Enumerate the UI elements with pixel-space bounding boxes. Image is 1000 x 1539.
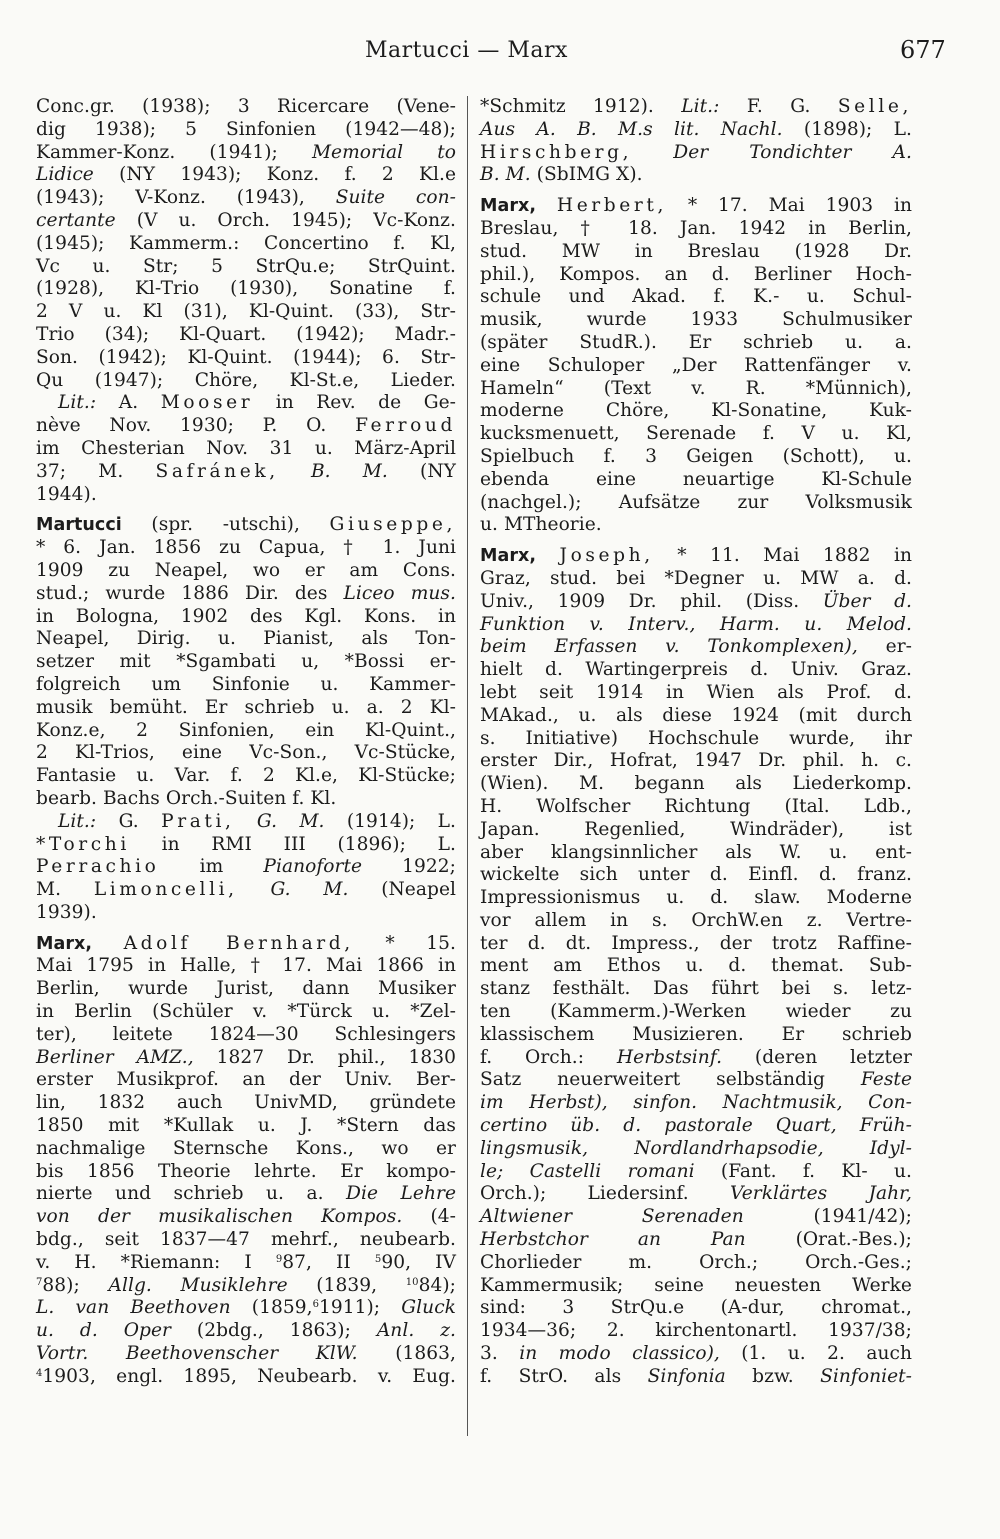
text-line: M. Limoncelli, G. M. (Neapel	[36, 879, 457, 901]
text-line: Qu (1947); Chöre, Kl-St.e, Lieder.	[36, 369, 456, 391]
text-line: musik bemüht. Er schrieb u. a. 2 Kl-	[36, 696, 456, 718]
text-line: Orch.); Liedersinf. Verklärtes Jahr,	[480, 1183, 912, 1205]
text-line: 1944).	[36, 483, 97, 505]
text-line: Lit.: G. Prati, G. M. (1914); L.	[58, 810, 457, 832]
text-line: Univ., 1909 Dr. phil. (Diss. Über d.	[480, 590, 912, 612]
text-line: kucksmenuett, Serenade f. V u. Kl,	[480, 423, 912, 445]
text-line: (1943); V-Konz. (1943), Suite con-	[36, 187, 456, 209]
text-line: Aus A. B. M.s lit. Nachl. (1898); L.	[480, 118, 912, 140]
text-line: * 6. Jan. 1856 zu Capua, † 1. Juni	[36, 537, 456, 559]
text-line: Altwiener Serenaden (1941/42);	[480, 1206, 912, 1228]
text-line: Vortr. Beethovenscher KlW. (1863,	[36, 1343, 456, 1365]
text-line: musik, wurde 1933 Schulmusiker	[480, 309, 912, 331]
text-line: (Wien). M. begann als Liederkomp.	[480, 773, 912, 795]
text-line: in Bologna, 1902 des Kgl. Kons. in	[36, 605, 456, 627]
text-line: (1928), Kl-Trio (1930), Sonatine f.	[36, 278, 456, 300]
text-line: Fantasie u. Var. f. 2 Kl.e, Kl-Stücke;	[36, 765, 456, 787]
text-line: u. d. Oper (2bdg., 1863); Anl. z.	[36, 1320, 457, 1342]
text-line: Satz neuerweitert selbständig Feste	[480, 1069, 912, 1091]
text-line: Perrachio im Pianoforte 1922;	[36, 856, 456, 878]
left-column	[36, 96, 456, 1389]
text-line: certino üb. d. pastorale Quart, Früh-	[480, 1115, 912, 1137]
text-line: Trio (34); Kl-Quart. (1942); Madr.-	[36, 323, 456, 345]
text-line: B. M. (SbIMG X).	[480, 164, 643, 186]
text-line: erster Dir., Hofrat, 1947 Dr. phil. h. c.	[480, 750, 912, 772]
text-line: ment am Ethos u. d. themat. Sub-	[480, 955, 912, 977]
text-line: $^4$1903, engl. 1895, Neubearb. v. Eug.	[36, 1365, 456, 1387]
text-line: im Herbst), sinfon. Nachtmusik, Con-	[480, 1092, 912, 1114]
text-line: Berliner AMZ., 1827 Dr. phil., 1830	[36, 1046, 456, 1068]
text-line: Impressionismus u. d. slaw. Moderne	[480, 887, 912, 909]
headword: Marx,	[480, 546, 537, 567]
text-line: bdg., seit 1837—47 mehrf., neubearb.	[36, 1229, 456, 1251]
text-line: le; Castelli romani (Fant. f. Kl- u.	[480, 1160, 912, 1182]
text-line: Funktion v. Interv., Harm. u. Melod.	[480, 613, 912, 635]
headword: Martucci	[36, 515, 122, 536]
text-line: f. StrO. als Sinfonia bzw. Sinfoniet-	[480, 1365, 912, 1387]
text-line: stanz festhält. Das führt bei s. letz-	[480, 978, 912, 1000]
text-line: Kammermusik; seine neuesten Werke	[480, 1274, 912, 1296]
text-line: 2 Kl-Trios, eine Vc-Son., Vc-Stücke,	[36, 742, 456, 764]
text-line: u. MTheorie.	[480, 514, 602, 536]
text-line: erster Musikprof. an der Univ. Ber-	[36, 1069, 456, 1091]
text-line: s. Initiative) Hochschule wurde, ihr	[480, 727, 912, 749]
text-line: Conc.gr. (1938); 3 Ricercare (Vene-	[36, 96, 456, 117]
text-line: 1909 zu Neapel, wo er am Cons.	[36, 559, 456, 581]
text-line: stud. MW in Breslau (1928 Dr.	[480, 240, 912, 262]
text-line: Berlin, wurde Jurist, dann Musiker	[36, 978, 456, 1000]
text-line: *Torchi in RMI III (1896); L.	[36, 833, 456, 855]
text-line: 1850 mit *Kullak u. J. *Stern das	[36, 1115, 456, 1137]
text-line: Herbstchor an Pan (Orat.-Bes.);	[480, 1229, 912, 1251]
text-line: eine Schuloper „Der Rattenfänger v.	[480, 354, 912, 376]
text-line: hielt d. Wartingerpreis d. Univ. Graz.	[480, 659, 912, 681]
text-line: $^7$88); Allg. Musiklehre (1839, $^{10}$84);	[36, 1274, 456, 1296]
text-line: (später StudR.). Er schrieb u. a.	[480, 331, 912, 353]
text-line: certante (V u. Orch. 1945); Vc-Konz.	[36, 209, 456, 231]
entry-marx-adolf: Marx, Adolf Bernhard, * 15.	[36, 932, 457, 954]
text-line: im Chesterian Nov. 31 u. März-April	[36, 437, 456, 459]
right-column	[480, 96, 912, 1389]
text-line: nève Nov. 1930; P. O. Ferroud	[36, 415, 456, 437]
text-line: Lidice (NY 1943); Konz. f. 2 Kl.e	[36, 164, 456, 186]
text-line: 1934—36; 2. kirchentonartl. 1937/38;	[480, 1320, 912, 1342]
text-line: 3. in modo classico), (1. u. 2. auch	[480, 1343, 912, 1365]
column-divider	[467, 96, 468, 1436]
text-line: Hirschberg, Der Tondichter A.	[480, 141, 912, 163]
text-line: Neapel, Dirig. u. Pianist, als Ton-	[36, 628, 456, 650]
page-number: 677	[900, 36, 946, 64]
text-line: von der musikalischen Kompos. (4-	[36, 1206, 456, 1228]
text-line: nierte und schrieb u. a. Die Lehre	[36, 1183, 456, 1205]
text-line: Vc u. Str; 5 StrQu.e; StrQuint.	[36, 255, 456, 277]
text-line: v. H. *Riemann: I $^9$87, II $^5$90, IV	[36, 1251, 456, 1273]
text-line: Hameln“ (Text v. R. *Münnich),	[480, 377, 912, 399]
text-line: lebt seit 1914 in Wien als Prof. d.	[480, 681, 912, 703]
text-line: sind: 3 StrQu.e (A-dur, chromat.,	[480, 1297, 912, 1319]
text-line: L. van Beethoven (1859,$^6$1911); Gluck	[36, 1297, 456, 1319]
text-line: ebenda eine neuartige Kl-Schule	[480, 468, 912, 490]
text-line: lin, 1832 auch UnivMD, gründete	[36, 1092, 456, 1114]
entry-marx-joseph: Marx, Joseph, * 11. Mai 1882 in	[480, 545, 913, 567]
text-line: Mai 1795 in Halle, † 17. Mai 1866 in	[36, 955, 456, 977]
text-line: beim Erfassen v. Tonkomplexen), er-	[480, 636, 912, 658]
text-line: dig 1938); 5 Sinfonien (1942—48);	[36, 118, 456, 140]
text-line: Konz.e, 2 Sinfonien, ein Kl-Quint.,	[36, 719, 456, 741]
text-line: MAkad., u. als diese 1924 (mit durch	[480, 704, 912, 726]
text-line: *Schmitz 1912). Lit.: F. G. Selle,	[480, 96, 912, 117]
running-header: Martucci — Marx	[365, 38, 568, 63]
entry-marx-herbert: Marx, Herbert, * 17. Mai 1903 in	[480, 195, 912, 217]
text-line: ter d. dt. Impress., der trotz Raffine-	[480, 932, 912, 954]
text-line: 37; M. Safránek, B. M. (NY	[36, 460, 456, 482]
text-line: ten (Kammerm.)-Werken wieder zu	[480, 1001, 912, 1023]
headword: Marx,	[480, 196, 537, 217]
text-line: (nachgel.); Aufsätze zur Volksmusik	[480, 491, 912, 513]
text-line: in Berlin (Schüler v. *Türck u. *Zel-	[36, 1001, 456, 1023]
text-line: Japan. Regenlied, Windräder), ist	[480, 818, 912, 840]
text-line: bis 1856 Theorie lehrte. Er kompo-	[36, 1160, 456, 1182]
text-line: moderne Chöre, Kl-Sonatine, Kuk-	[480, 400, 912, 422]
text-line: Spielbuch f. 3 Geigen (Schott), u.	[480, 445, 912, 467]
text-line: Kammer-Konz. (1941); Memorial to	[36, 141, 456, 163]
text-line: aber klangsinnlicher als W. u. ent-	[480, 841, 912, 863]
text-line: phil.), Kompos. an d. Berliner Hoch-	[480, 263, 912, 285]
text-line: Chorlieder m. Orch.; Orch.-Ges.;	[480, 1251, 912, 1273]
text-line: klassischem Musizieren. Er schrieb	[480, 1023, 912, 1045]
text-line: lingsmusik, Nordlandrhapsodie, Idyl-	[480, 1137, 912, 1159]
text-line: bearb. Bachs Orch.-Suiten f. Kl.	[36, 787, 337, 809]
text-line: 2 V u. Kl (31), Kl-Quint. (33), Str-	[36, 301, 456, 323]
text-line: schule und Akad. f. K.- u. Schul-	[480, 286, 912, 308]
text-line: Graz, stud. bei *Degner u. MW a. d.	[480, 567, 912, 589]
entry-martucci: Martucci (spr. -utschi), Giuseppe,	[36, 514, 456, 536]
text-line: ter), leitete 1824—30 Schlesingers	[36, 1023, 456, 1045]
text-line: 1939).	[36, 901, 97, 923]
text-line: (1945); Kammerm.: Concertino f. Kl,	[36, 232, 456, 254]
text-line: folgreich um Sinfonie u. Kammer-	[36, 673, 456, 695]
headword: Marx,	[36, 933, 93, 954]
text-line: stud.; wurde 1886 Dir. des Liceo mus.	[36, 582, 456, 604]
text-line: nachmalige Sternsche Kons., wo er	[36, 1137, 456, 1159]
text-line: Breslau, † 18. Jan. 1942 in Berlin,	[480, 217, 912, 239]
text-line: Son. (1942); Kl-Quint. (1944); 6. Str-	[36, 346, 456, 368]
text-line: H. Wolfscher Richtung (Ital. Ldb.,	[480, 795, 912, 817]
text-line: setzer mit *Sgambati u, *Bossi er-	[36, 651, 456, 673]
text-line: f. Orch.: Herbstsinf. (deren letzter	[480, 1046, 912, 1068]
text-line: wickelte sich unter d. Einfl. d. franz.	[480, 864, 912, 886]
text-line: vor allem in s. OrchW.en z. Vertre-	[480, 909, 912, 931]
text-line: Lit.: A. Mooser in Rev. de Ge-	[58, 392, 457, 414]
